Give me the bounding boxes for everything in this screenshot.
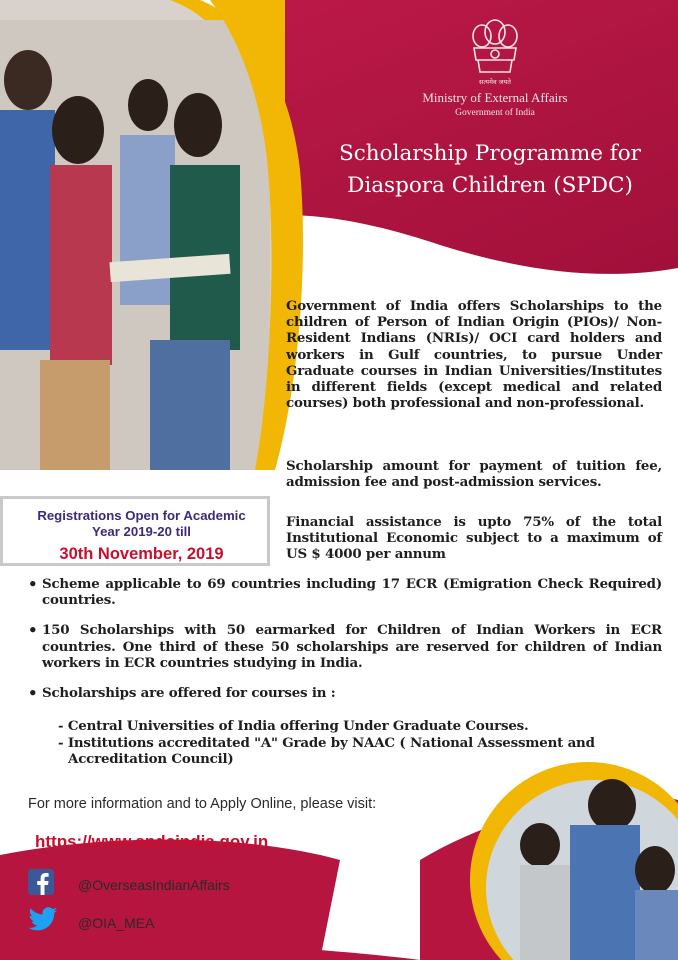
bullet-item: • Scheme applicable to 69 countries including 17 ECR (Emigration Check Required) countries. <box>28 576 662 608</box>
programme-title <box>310 138 670 202</box>
ministry-name: Ministry of External Affairs <box>422 90 568 105</box>
national-emblem-icon <box>460 10 530 90</box>
intro-paragraph-3: Financial assistance is upto 75% of the total Institutional Economic subject to a maximum of US $ 4000 per annum <box>286 514 662 563</box>
intro-paragraph-2: Scholarship amount for payment of tuition fee, admission fee and post-admission services. <box>286 458 662 491</box>
bullet-item: • 150 Scholarships with 50 earmarked for Children of Indian Workers in ECR countries. One third of these 50 scholarships are reserved for children of Indian workers in ECR countries studying in India. <box>28 622 662 671</box>
bullet-item: • Scholarships are offered for courses in : <box>28 685 662 701</box>
more-info-text: For more information and to Apply Online, please visit: <box>28 796 377 812</box>
intro-paragraph-1: Government of India offers Scholarships to the children of Person of Indian Origin (PIOs)/ Non-Resident Indians (NRIs)/ OCI card holders and workers in Gulf countries, to pursue Under Graduate courses in Indian Universities/Institutes in different fields (except medical and related courses) both professional and non-professional. <box>286 298 662 412</box>
course-item: Accreditation Council) <box>68 751 234 767</box>
twitter-handle[interactable]: @OIA_MEA <box>78 915 155 931</box>
registration-text: Registrations Open for Academic Year 2019-20 till <box>37 508 246 539</box>
photo-figures <box>0 20 270 470</box>
title-line-1: Scholarship Programme for <box>339 141 641 166</box>
registration-deadline: 30th November, 2019 <box>59 545 224 563</box>
course-item: - Institutions accreditated "A" Grade by NAAC ( National Assessment and <box>58 734 595 751</box>
emblem-motto: सत्यमेव जयते <box>479 78 511 86</box>
website-link[interactable]: https://www.spdcindia.gov.in <box>35 832 269 851</box>
facebook-icon[interactable] <box>28 869 54 895</box>
government-name: Government of India <box>455 108 535 118</box>
facebook-handle[interactable]: @OverseasIndianAffairs <box>78 877 230 893</box>
course-list <box>58 718 658 768</box>
course-item: - Central Universities of India offering Under Graduate Courses. <box>58 718 529 734</box>
title-line-2: Diaspora Children (SPDC) <box>347 173 633 198</box>
twitter-icon[interactable] <box>28 907 58 931</box>
scheme-bullets <box>28 576 662 715</box>
